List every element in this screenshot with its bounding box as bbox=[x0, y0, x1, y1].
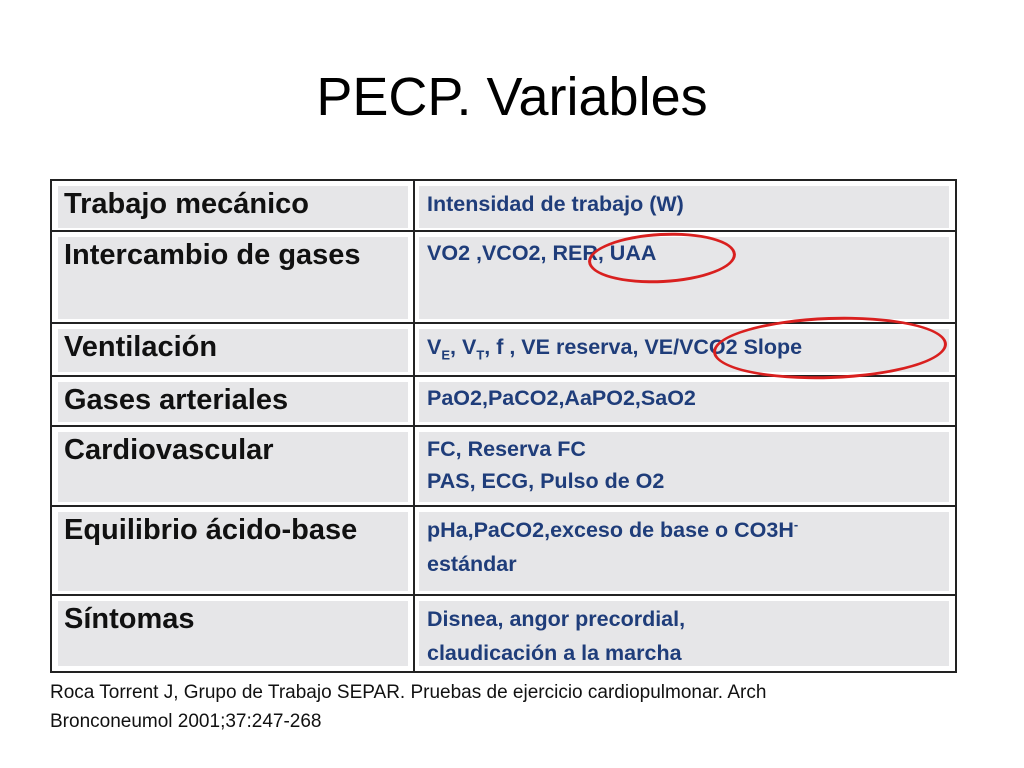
row-value-cell bbox=[415, 596, 955, 671]
row-label-cell bbox=[52, 507, 415, 594]
row-value: PAS, ECG, Pulso de O2 bbox=[427, 469, 665, 493]
row-label: Gases arteriales bbox=[64, 384, 289, 416]
row-value-cell bbox=[415, 427, 955, 505]
row-label-cell bbox=[52, 324, 415, 375]
row-label: Equilibrio ácido-base bbox=[64, 514, 358, 546]
table-row bbox=[52, 232, 955, 324]
table-row bbox=[52, 377, 955, 427]
row-value: Intensidad de trabajo (W) bbox=[427, 192, 684, 216]
row-value: PaO2,PaCO2,AaPO2,SaO2 bbox=[427, 386, 696, 410]
row-label-cell bbox=[52, 596, 415, 671]
row-value-cell bbox=[415, 181, 955, 230]
row-value: FC, Reserva FC bbox=[427, 437, 586, 461]
table-row bbox=[52, 427, 955, 507]
row-value: pHa,PaCO2,exceso de base o CO3H- bbox=[427, 516, 799, 542]
row-label: Síntomas bbox=[64, 603, 195, 635]
row-value-cell bbox=[415, 324, 955, 375]
citation bbox=[50, 678, 950, 736]
variables-table bbox=[50, 179, 957, 673]
row-label-cell bbox=[52, 377, 415, 425]
row-value: VO2 ,VCO2, RER, UAA bbox=[427, 241, 657, 265]
table-row bbox=[52, 507, 955, 596]
row-label-cell bbox=[52, 427, 415, 505]
row-label: Intercambio de gases bbox=[64, 239, 361, 271]
row-value: Disnea, angor precordial, bbox=[427, 607, 686, 631]
slide-title: PECP. Variables bbox=[316, 67, 708, 127]
row-value: $V_E$, $V_T$, f , VE reserva, VE/VCO2 Slope bbox=[427, 335, 803, 363]
citation-line: Bronconeumol 2001;37:247-268 bbox=[50, 711, 322, 732]
row-value-cell bbox=[415, 507, 955, 594]
table-row bbox=[52, 596, 955, 671]
row-label-cell bbox=[52, 181, 415, 230]
row-value-cell bbox=[415, 377, 955, 425]
row-label: Ventilación bbox=[64, 331, 218, 363]
table-row bbox=[52, 324, 955, 377]
table-row bbox=[52, 181, 955, 232]
row-value-cell bbox=[415, 232, 955, 322]
row-value: estándar bbox=[427, 552, 517, 576]
citation-line: Roca Torrent J, Grupo de Trabajo SEPAR. Pruebas de ejercicio cardiopulmonar. Arch bbox=[50, 682, 767, 703]
row-label: Cardiovascular bbox=[64, 434, 274, 466]
row-value: claudicación a la marcha bbox=[427, 641, 682, 665]
row-label-cell bbox=[52, 232, 415, 322]
row-label: Trabajo mecánico bbox=[64, 188, 309, 220]
